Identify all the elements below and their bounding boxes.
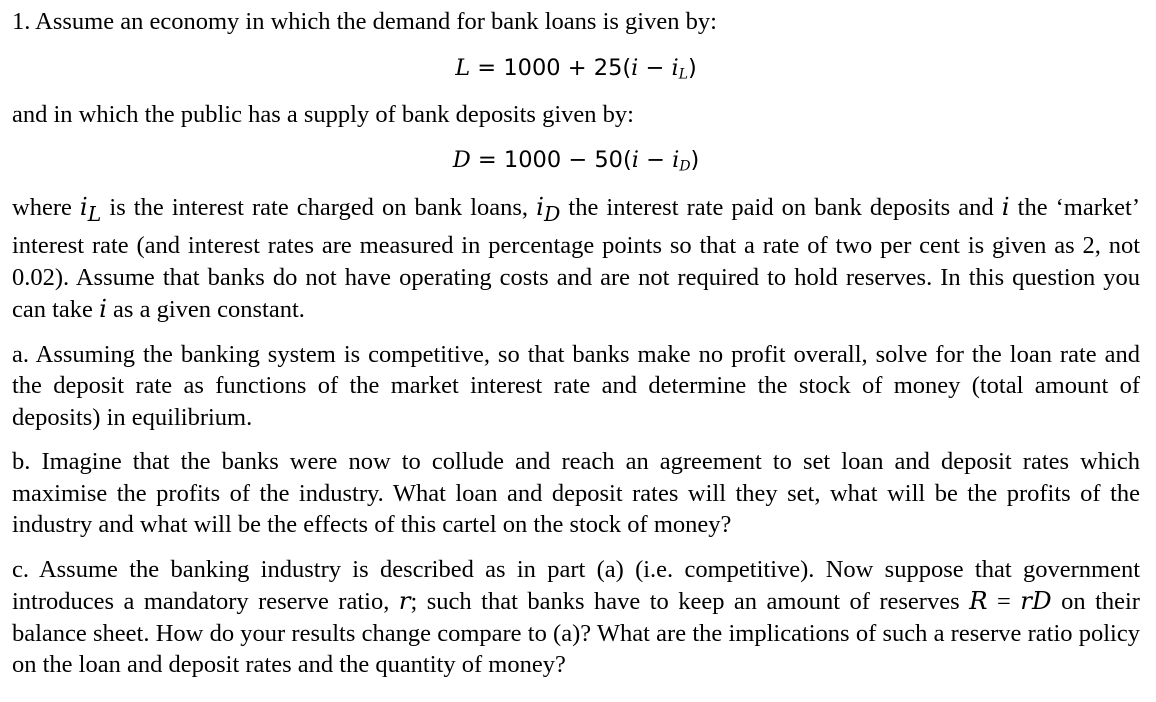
eq2-lhs: D [452, 147, 471, 173]
reserves-symbol: R [969, 586, 988, 616]
paragraph-gap [12, 541, 1140, 554]
eq2-coefficient: 50 [594, 147, 623, 173]
loan-demand-equation [12, 53, 1140, 99]
loan-rate-subscript: L [87, 201, 102, 226]
eq2-constant: 1000 [503, 147, 562, 173]
where-text-1: where [12, 194, 80, 221]
paragraph-gap [12, 326, 1140, 339]
deposit-supply-intro: and in which the public has a supply of bank deposits given by: [12, 101, 634, 128]
eq2-close-paren: ) [690, 147, 700, 173]
part-c-text-1: c. Assume the banking industry is described as in part (a) (i.e. competitive). Now suppose that government introduces a mandatory reserve ratio, [12, 555, 1140, 616]
part-b: b. Imagine that the banks were now to collude and reach an agreement to set loan and deposit rates which maximise the profits of the industry. What loan and deposit rates will they set, what will be the profits of the industry and what will be the effects of this cartel on the stock of money? [12, 448, 1140, 539]
eq1-close-paren: ) [688, 55, 697, 81]
eq1-coefficient: 25 [593, 55, 623, 81]
market-rate-symbol-2: i [99, 294, 107, 324]
deposit-rate-symbol: i [536, 192, 544, 221]
variable-definitions [12, 191, 1140, 326]
eq1-lhs: L [455, 55, 471, 81]
reserve-ratio-symbol: r [398, 586, 411, 616]
eq1-open-paren: ( [622, 55, 632, 81]
question-intro: 1. Assume an economy in which the demand for bank loans is given by: [12, 8, 717, 35]
where-text-5: as a given constant. [106, 296, 305, 324]
deposit-supply-equation [12, 145, 1140, 191]
reserves-equals: = [987, 588, 1021, 616]
part-a: a. Assuming the banking system is competitive, so that banks make no profit overall, solve for the loan rate and the deposit rate as functions of the market interest rate and determine the stock of money (total amount of deposits) in equilibrium. [12, 340, 1140, 431]
part-c-text-2: ; such that banks have to keep an amount of reserves [410, 588, 970, 616]
where-text-3: the interest rate paid on bank deposits and [560, 194, 1002, 221]
market-rate-symbol: i [1001, 192, 1010, 221]
eq1-market-rate: i [631, 55, 639, 81]
document-page [12, 6, 1140, 681]
deposit-rate-subscript: D [543, 201, 561, 226]
reserves-rhs: rD [1020, 586, 1052, 616]
loan-rate-symbol: i [79, 192, 88, 221]
eq2-minus-2: − [638, 147, 673, 173]
eq1-plus: + [560, 55, 594, 81]
eq2-deposit-subscript: D [679, 158, 691, 175]
eq2-minus-1: − [561, 147, 595, 173]
eq1-loan-subscript: L [678, 66, 689, 83]
eq2-deposit-rate: i [672, 147, 680, 173]
eq1-equals: = [470, 55, 504, 81]
paragraph-gap [12, 433, 1140, 446]
where-text-4: the ‘market’ interest rate (and interest rates are measured in percentage points so that a rate of two per cent is given as 2, not 0.02). Assume that banks do not have operating costs and are not required to hold reserves. In this question you can take [12, 194, 1140, 324]
eq2-market-rate: i [631, 147, 639, 173]
part-c-text-3: on their balance sheet. How do your results change compare to (a)? What are the implications of such a reserve ratio policy on the loan and deposit rates and the quantity of money? [12, 588, 1140, 679]
part-c [12, 554, 1140, 681]
eq1-constant: 1000 [503, 55, 561, 81]
eq1-loan-rate: i [671, 55, 679, 81]
eq2-equals: = [470, 147, 504, 173]
where-text-2: is the interest rate charged on bank loans, [101, 194, 537, 221]
eq1-minus: − [638, 55, 672, 81]
eq2-open-paren: ( [622, 147, 632, 173]
